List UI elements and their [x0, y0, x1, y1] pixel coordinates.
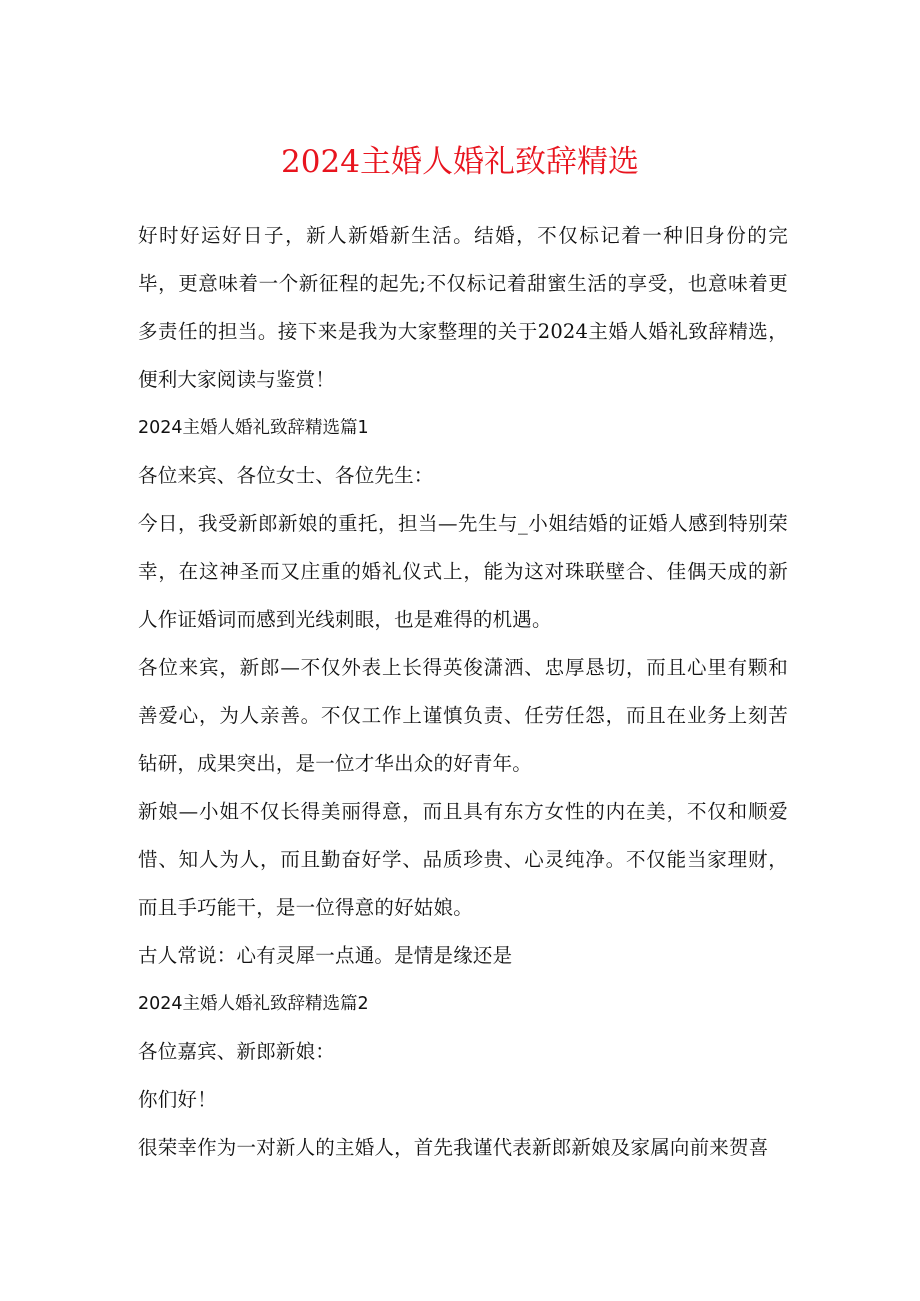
body-paragraph: 今日，我受新郎新娘的重托，担当—先生与_小姐结婚的证婚人感到特别荣幸，在这神圣而又庄重的婚礼仪式上，能为这对珠联壁合、佳偶天成的新人作证婚词而感到光线刺眼，也是难得的机遇。	[138, 512, 788, 631]
body-paragraph: 古人常说：心有灵犀一点通。是情是缘还是	[138, 944, 513, 967]
document-body	[138, 212, 788, 1172]
document-title: 2024主婚人婚礼致辞精选	[281, 144, 639, 180]
body-paragraph: 各位来宾，新郎—不仅外表上长得英俊潇洒、忠厚恳切，而且心里有颗和善爱心，为人亲善。不仅工作上谨慎负责、任劳任怨，而且在业务上刻苦钻研，成果突出，是一位才华出众的好青年。	[138, 656, 788, 775]
body-paragraph: 新娘—小姐不仅长得美丽得意，而且具有东方女性的内在美，不仅和顺爱惜、知人为人，而且勤奋好学、品质珍贵、心灵纯净。不仅能当家理财，而且手巧能干，是一位得意的好姑娘。	[138, 800, 788, 919]
body-paragraph: 很荣幸作为一对新人的主婚人，首先我谨代表新郎新娘及家属向前来贺喜	[138, 1136, 769, 1159]
section-heading-1: 2024主婚人婚礼致辞精选篇1	[138, 418, 369, 438]
intro-paragraph: 好时好运好日子，新人新婚新生活。结婚，不仅标记着一种旧身份的完毕，更意味着一个新征程的起先;不仅标记着甜蜜生活的享受，也意味着更多责任的担当。接下来是我为大家整理的关于2024主婚人婚礼致辞精选，便利大家阅读与鉴赏！	[138, 224, 788, 391]
section-heading-2: 2024主婚人婚礼致辞精选篇2	[138, 994, 369, 1014]
salutation-paragraph-2: 各位嘉宾、新郎新娘：	[138, 1040, 336, 1063]
salutation-paragraph-1: 各位来宾、各位女士、各位先生：	[138, 464, 434, 487]
greeting-paragraph: 你们好！	[138, 1088, 217, 1111]
